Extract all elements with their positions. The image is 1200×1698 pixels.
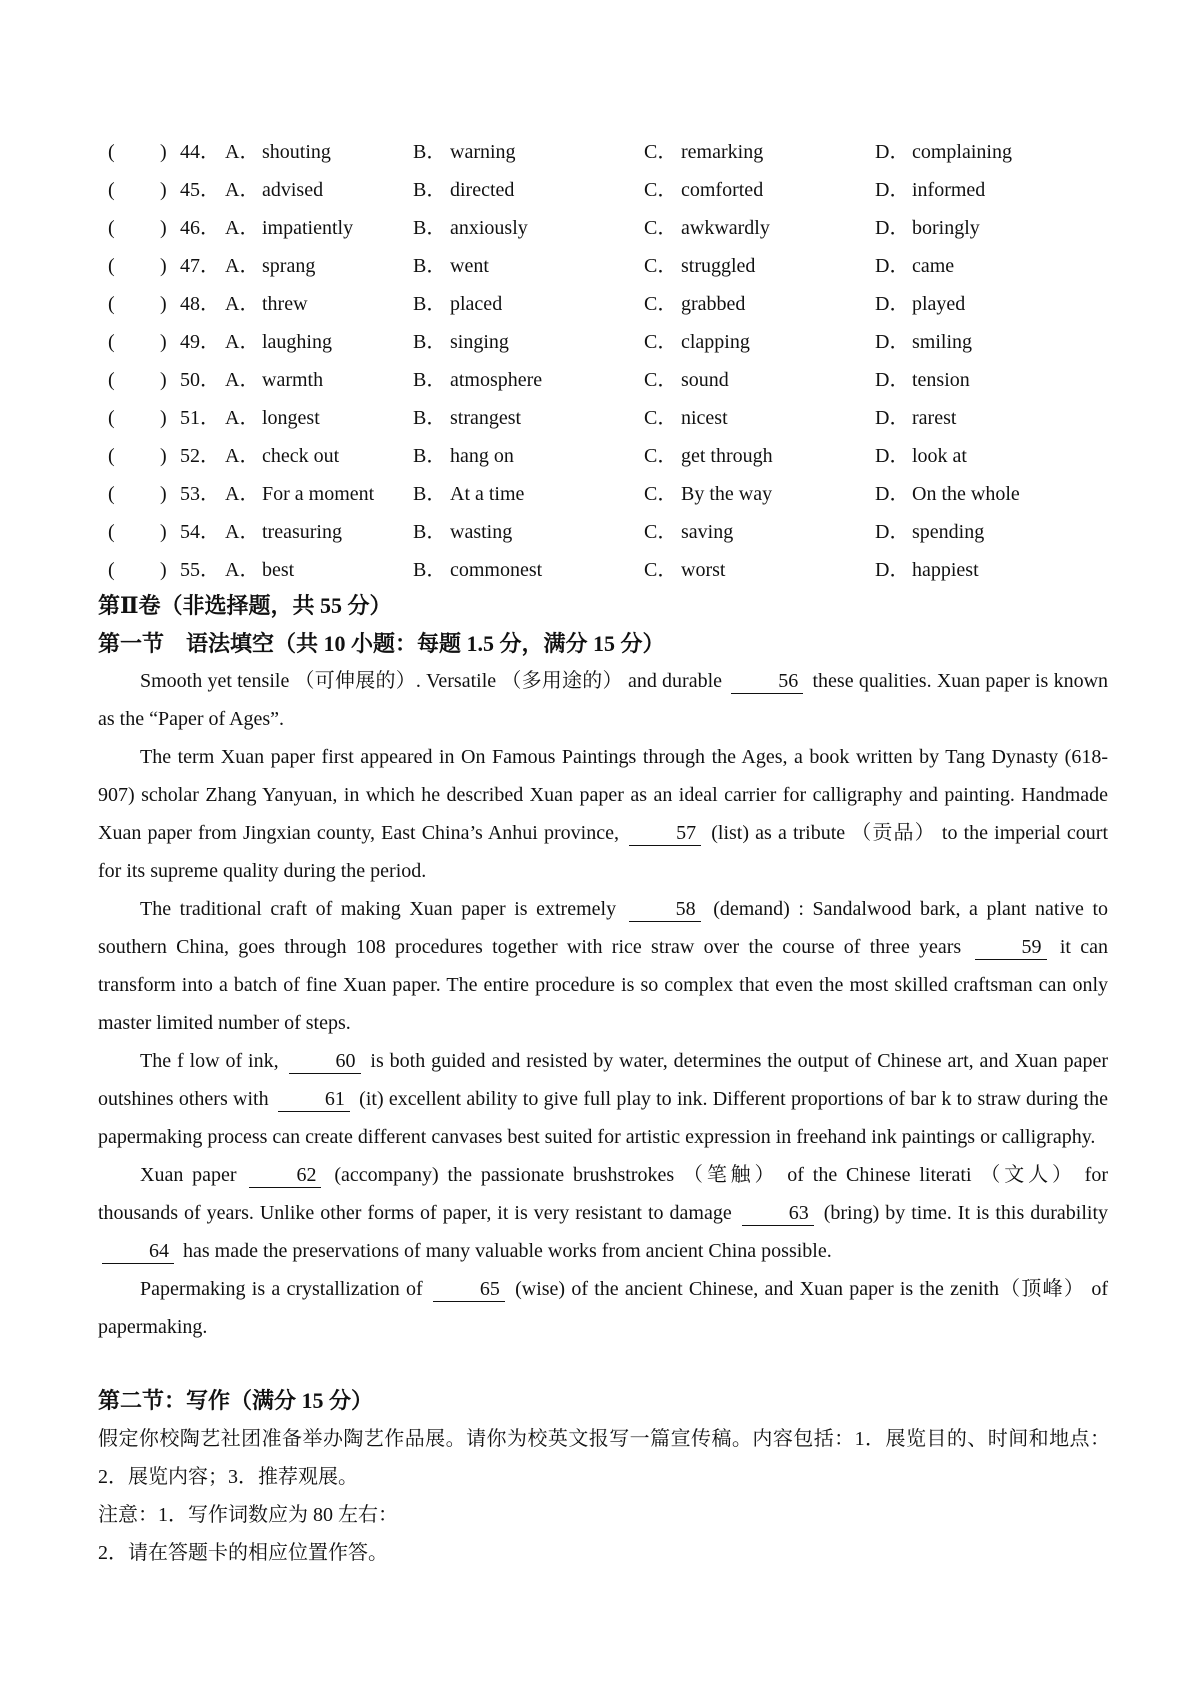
option-a-label: A．	[225, 293, 260, 315]
option-b[interactable]: At a time	[450, 483, 525, 505]
option-a-label: A．	[225, 255, 260, 277]
multiple-choice-list	[0, 133, 1200, 589]
option-a-label: A．	[225, 407, 260, 429]
option-d[interactable]: complaining	[912, 141, 1012, 163]
paren-right: )	[160, 445, 167, 467]
blank-65[interactable]: 65	[433, 1277, 505, 1302]
section-two-heading: 第二节：写作（满分 15 分）	[98, 1388, 374, 1413]
paren-left: (	[108, 559, 115, 581]
blank-59[interactable]: 59	[975, 935, 1047, 960]
passage-paragraph-3	[98, 890, 1108, 1042]
paren-left: (	[108, 407, 115, 429]
option-a-label: A．	[225, 369, 260, 391]
passage-text: (accompany) the passionate brushstrokes （笔触） of the Chinese literati （文人） for thousands of years. Unlike other forms of paper, it is very resistant to damage	[98, 1164, 1109, 1224]
option-c[interactable]: nicest	[681, 407, 728, 429]
writing-prompt: 假定你校陶艺社团准备举办陶艺作品展。请你为校英文报写一篇宣传稿。内容包括：1．展览目的、时间和地点：2．展览内容；3．推荐观展。	[98, 1428, 1110, 1488]
option-d[interactable]: happiest	[912, 559, 979, 581]
paren-left: (	[108, 331, 115, 353]
option-d-label: D．	[875, 445, 910, 467]
passage-text: (it) excellent ability to give full play to ink. Different proportions of bar k to straw during the papermaking process can create different canvases best suited for artistic expression in freehand ink paintings or calligraphy.	[98, 1088, 1109, 1148]
option-c[interactable]: struggled	[681, 255, 756, 277]
option-d[interactable]: came	[912, 255, 955, 277]
paren-right: )	[160, 483, 167, 505]
paren-left: (	[108, 445, 115, 467]
option-b-label: B．	[413, 255, 447, 277]
option-b[interactable]: atmosphere	[450, 369, 543, 391]
option-a-label: A．	[225, 521, 260, 543]
question-number: 50．	[180, 369, 220, 391]
question-row	[0, 285, 1200, 323]
option-c[interactable]: remarking	[681, 141, 764, 163]
question-row	[0, 247, 1200, 285]
option-c[interactable]: comforted	[681, 179, 764, 201]
option-b[interactable]: wasting	[450, 521, 513, 543]
option-d-label: D．	[875, 407, 910, 429]
question-row	[0, 475, 1200, 513]
option-d[interactable]: boringly	[912, 217, 980, 239]
option-b-label: B．	[413, 559, 447, 581]
question-row	[0, 399, 1200, 437]
blank-64[interactable]: 64	[102, 1239, 174, 1264]
paren-right: )	[160, 255, 167, 277]
paren-left: (	[108, 217, 115, 239]
paren-left: (	[108, 255, 115, 277]
option-b[interactable]: hang on	[450, 445, 514, 467]
option-a-label: A．	[225, 483, 260, 505]
paren-right: )	[160, 217, 167, 239]
option-b-label: B．	[413, 483, 447, 505]
option-a[interactable]: advised	[262, 179, 324, 201]
writing-task	[98, 1420, 1110, 1572]
passage-text: (wise) of the ancient Chinese, and Xuan paper is the zenith（顶峰） of papermaking.	[98, 1278, 1109, 1338]
blank-63[interactable]: 63	[742, 1201, 814, 1226]
option-d[interactable]: smiling	[912, 331, 973, 353]
paren-left: (	[108, 521, 115, 543]
question-number: 54．	[180, 521, 220, 543]
option-a[interactable]: longest	[262, 407, 320, 429]
paren-right: )	[160, 293, 167, 315]
passage-text: The f low of ink,	[140, 1050, 279, 1072]
option-a[interactable]: check out	[262, 445, 340, 467]
option-b[interactable]: directed	[450, 179, 515, 201]
question-row	[0, 171, 1200, 209]
option-c-label: C．	[644, 141, 678, 163]
passage-paragraph-4	[98, 1042, 1108, 1156]
option-d[interactable]: tension	[912, 369, 970, 391]
option-d-label: D．	[875, 217, 910, 239]
option-c[interactable]: grabbed	[681, 293, 746, 315]
option-c-label: C．	[644, 559, 678, 581]
paren-right: )	[160, 331, 167, 353]
question-row	[0, 209, 1200, 247]
option-c[interactable]: sound	[681, 369, 729, 391]
option-c[interactable]: awkwardly	[681, 217, 770, 239]
paren-right: )	[160, 559, 167, 581]
option-c-label: C．	[644, 369, 678, 391]
paren-right: )	[160, 141, 167, 163]
option-c[interactable]: worst	[681, 559, 726, 581]
option-d[interactable]: On the whole	[912, 483, 1020, 505]
option-c[interactable]: get through	[681, 445, 773, 467]
question-row	[0, 323, 1200, 361]
grammar-passage	[98, 662, 1108, 1346]
paren-right: )	[160, 179, 167, 201]
option-a-label: A．	[225, 559, 260, 581]
option-b-label: B．	[413, 331, 447, 353]
option-a[interactable]: threw	[262, 293, 308, 315]
passage-text: Xuan paper	[140, 1164, 237, 1186]
option-d-label: D．	[875, 559, 910, 581]
option-d-label: D．	[875, 483, 910, 505]
option-a[interactable]: warmth	[262, 369, 324, 391]
paren-left: (	[108, 293, 115, 315]
paren-right: )	[160, 369, 167, 391]
part-two-heading: 第Ⅱ卷（非选择题，共 55 分）	[98, 593, 392, 618]
passage-paragraph-2	[98, 738, 1108, 890]
option-c-label: C．	[644, 445, 678, 467]
question-row	[0, 551, 1200, 589]
option-a-label: A．	[225, 141, 260, 163]
option-c-label: C．	[644, 179, 678, 201]
option-a-label: A．	[225, 179, 260, 201]
option-b-label: B．	[413, 369, 447, 391]
option-c[interactable]: saving	[681, 521, 734, 543]
paren-right: )	[160, 521, 167, 543]
option-b-label: B．	[413, 445, 447, 467]
option-c-label: C．	[644, 293, 678, 315]
option-c-label: C．	[644, 407, 678, 429]
option-b[interactable]: singing	[450, 331, 509, 353]
passage-text: has made the preservations of many valuable works from ancient China possible.	[183, 1240, 832, 1262]
option-d-label: D．	[875, 369, 910, 391]
option-b-label: B．	[413, 217, 447, 239]
question-number: 48．	[180, 293, 220, 315]
option-b[interactable]: warning	[450, 141, 516, 163]
passage-text: (bring) by time. It is this durability	[823, 1202, 1108, 1224]
option-c-label: C．	[644, 483, 678, 505]
passage-text: is both guided and resisted by water, determines the output of Chinese art, and Xuan paper outshines others with	[98, 1050, 1108, 1110]
passage-text: these qualities. Xuan paper is known as the “Paper of Ages”.	[98, 670, 1109, 730]
blank-60[interactable]: 60	[289, 1049, 361, 1074]
paren-left: (	[108, 179, 115, 201]
passage-text: Smooth yet tensile （可伸展的）. Versatile （多用途的） and durable	[140, 670, 723, 692]
question-row	[0, 133, 1200, 171]
passage-text: The term Xuan paper first appeared in On Famous Paintings through the Ages, a book written by Tang Dynasty (618-907) scholar Zhang Yanyuan, in which he described Xuan paper as an ideal carrier for calligraphy and painting. Handmade Xuan paper from Jingxian county, East China’s Anhui province,	[98, 746, 1108, 844]
option-c[interactable]: clapping	[681, 331, 750, 353]
option-a[interactable]: For a moment	[262, 483, 375, 505]
blank-58[interactable]: 58	[629, 897, 701, 922]
blank-57[interactable]: 57	[629, 821, 701, 846]
option-b[interactable]: anxiously	[450, 217, 528, 239]
question-number: 49．	[180, 331, 220, 353]
paren-left: (	[108, 141, 115, 163]
passage-paragraph-5	[98, 1156, 1108, 1270]
passage-paragraph-1	[98, 662, 1108, 738]
paren-left: (	[108, 369, 115, 391]
option-b[interactable]: placed	[450, 293, 503, 315]
option-a-label: A．	[225, 331, 260, 353]
option-a[interactable]: shouting	[262, 141, 331, 163]
option-b-label: B．	[413, 141, 447, 163]
writing-note-1: 注意：1．写作词数应为 80 左右：	[98, 1504, 398, 1526]
blank-61[interactable]: 61	[278, 1087, 350, 1112]
option-d-label: D．	[875, 293, 910, 315]
option-b-label: B．	[413, 179, 447, 201]
passage-text: (list) as a tribute （贡品） to the imperial court for its supreme quality during the period.	[98, 822, 1109, 882]
option-d-label: D．	[875, 331, 910, 353]
option-c-label: C．	[644, 217, 678, 239]
question-row	[0, 437, 1200, 475]
question-number: 51．	[180, 407, 220, 429]
passage-text: it can transform into a batch of fine Xuan paper. The entire procedure is so complex that even the most skilled craftsman can only master limited number of steps.	[98, 936, 1108, 1034]
option-a-label: A．	[225, 445, 260, 467]
option-d-label: D．	[875, 521, 910, 543]
section-one-heading: 第一节 语法填空（共 10 小题：每题 1.5 分，满分 15 分）	[98, 631, 665, 656]
question-number: 55．	[180, 559, 220, 581]
option-a[interactable]: best	[262, 559, 295, 581]
paren-left: (	[108, 483, 115, 505]
question-number: 44．	[180, 141, 220, 163]
option-d[interactable]: look at	[912, 445, 967, 467]
option-d-label: D．	[875, 179, 910, 201]
option-c[interactable]: By the way	[681, 483, 773, 505]
passage-text: The traditional craft of making Xuan paper is extremely	[140, 898, 617, 920]
passage-paragraph-6	[98, 1270, 1108, 1346]
option-a[interactable]: sprang	[262, 255, 316, 277]
question-row	[0, 513, 1200, 551]
question-number: 53．	[180, 483, 220, 505]
option-a[interactable]: laughing	[262, 331, 332, 353]
passage-text: Papermaking is a crystallization of	[140, 1278, 423, 1300]
option-c-label: C．	[644, 521, 678, 543]
option-c-label: C．	[644, 331, 678, 353]
option-d[interactable]: spending	[912, 521, 985, 543]
option-c-label: C．	[644, 255, 678, 277]
passage-text: (demand) : Sandalwood bark, a plant native to southern China, goes through 108 procedures together with rice straw over the course of three years	[98, 898, 1109, 958]
option-d-label: D．	[875, 141, 910, 163]
option-d[interactable]: played	[912, 293, 966, 315]
question-number: 47．	[180, 255, 220, 277]
option-d[interactable]: informed	[912, 179, 986, 201]
writing-note-2: 2．请在答题卡的相应位置作答。	[98, 1542, 388, 1564]
question-row	[0, 361, 1200, 399]
option-a[interactable]: treasuring	[262, 521, 342, 543]
paren-right: )	[160, 407, 167, 429]
option-d-label: D．	[875, 255, 910, 277]
question-number: 46．	[180, 217, 220, 239]
option-b[interactable]: commonest	[450, 559, 543, 581]
option-a-label: A．	[225, 217, 260, 239]
question-number: 45．	[180, 179, 220, 201]
option-b[interactable]: strangest	[450, 407, 522, 429]
option-b-label: B．	[413, 521, 447, 543]
option-d[interactable]: rarest	[912, 407, 957, 429]
question-number: 52．	[180, 445, 220, 467]
option-b[interactable]: went	[450, 255, 489, 277]
option-a[interactable]: impatiently	[262, 217, 354, 239]
blank-56[interactable]: 56	[731, 669, 803, 694]
option-b-label: B．	[413, 407, 447, 429]
blank-62[interactable]: 62	[249, 1163, 321, 1188]
option-b-label: B．	[413, 293, 447, 315]
